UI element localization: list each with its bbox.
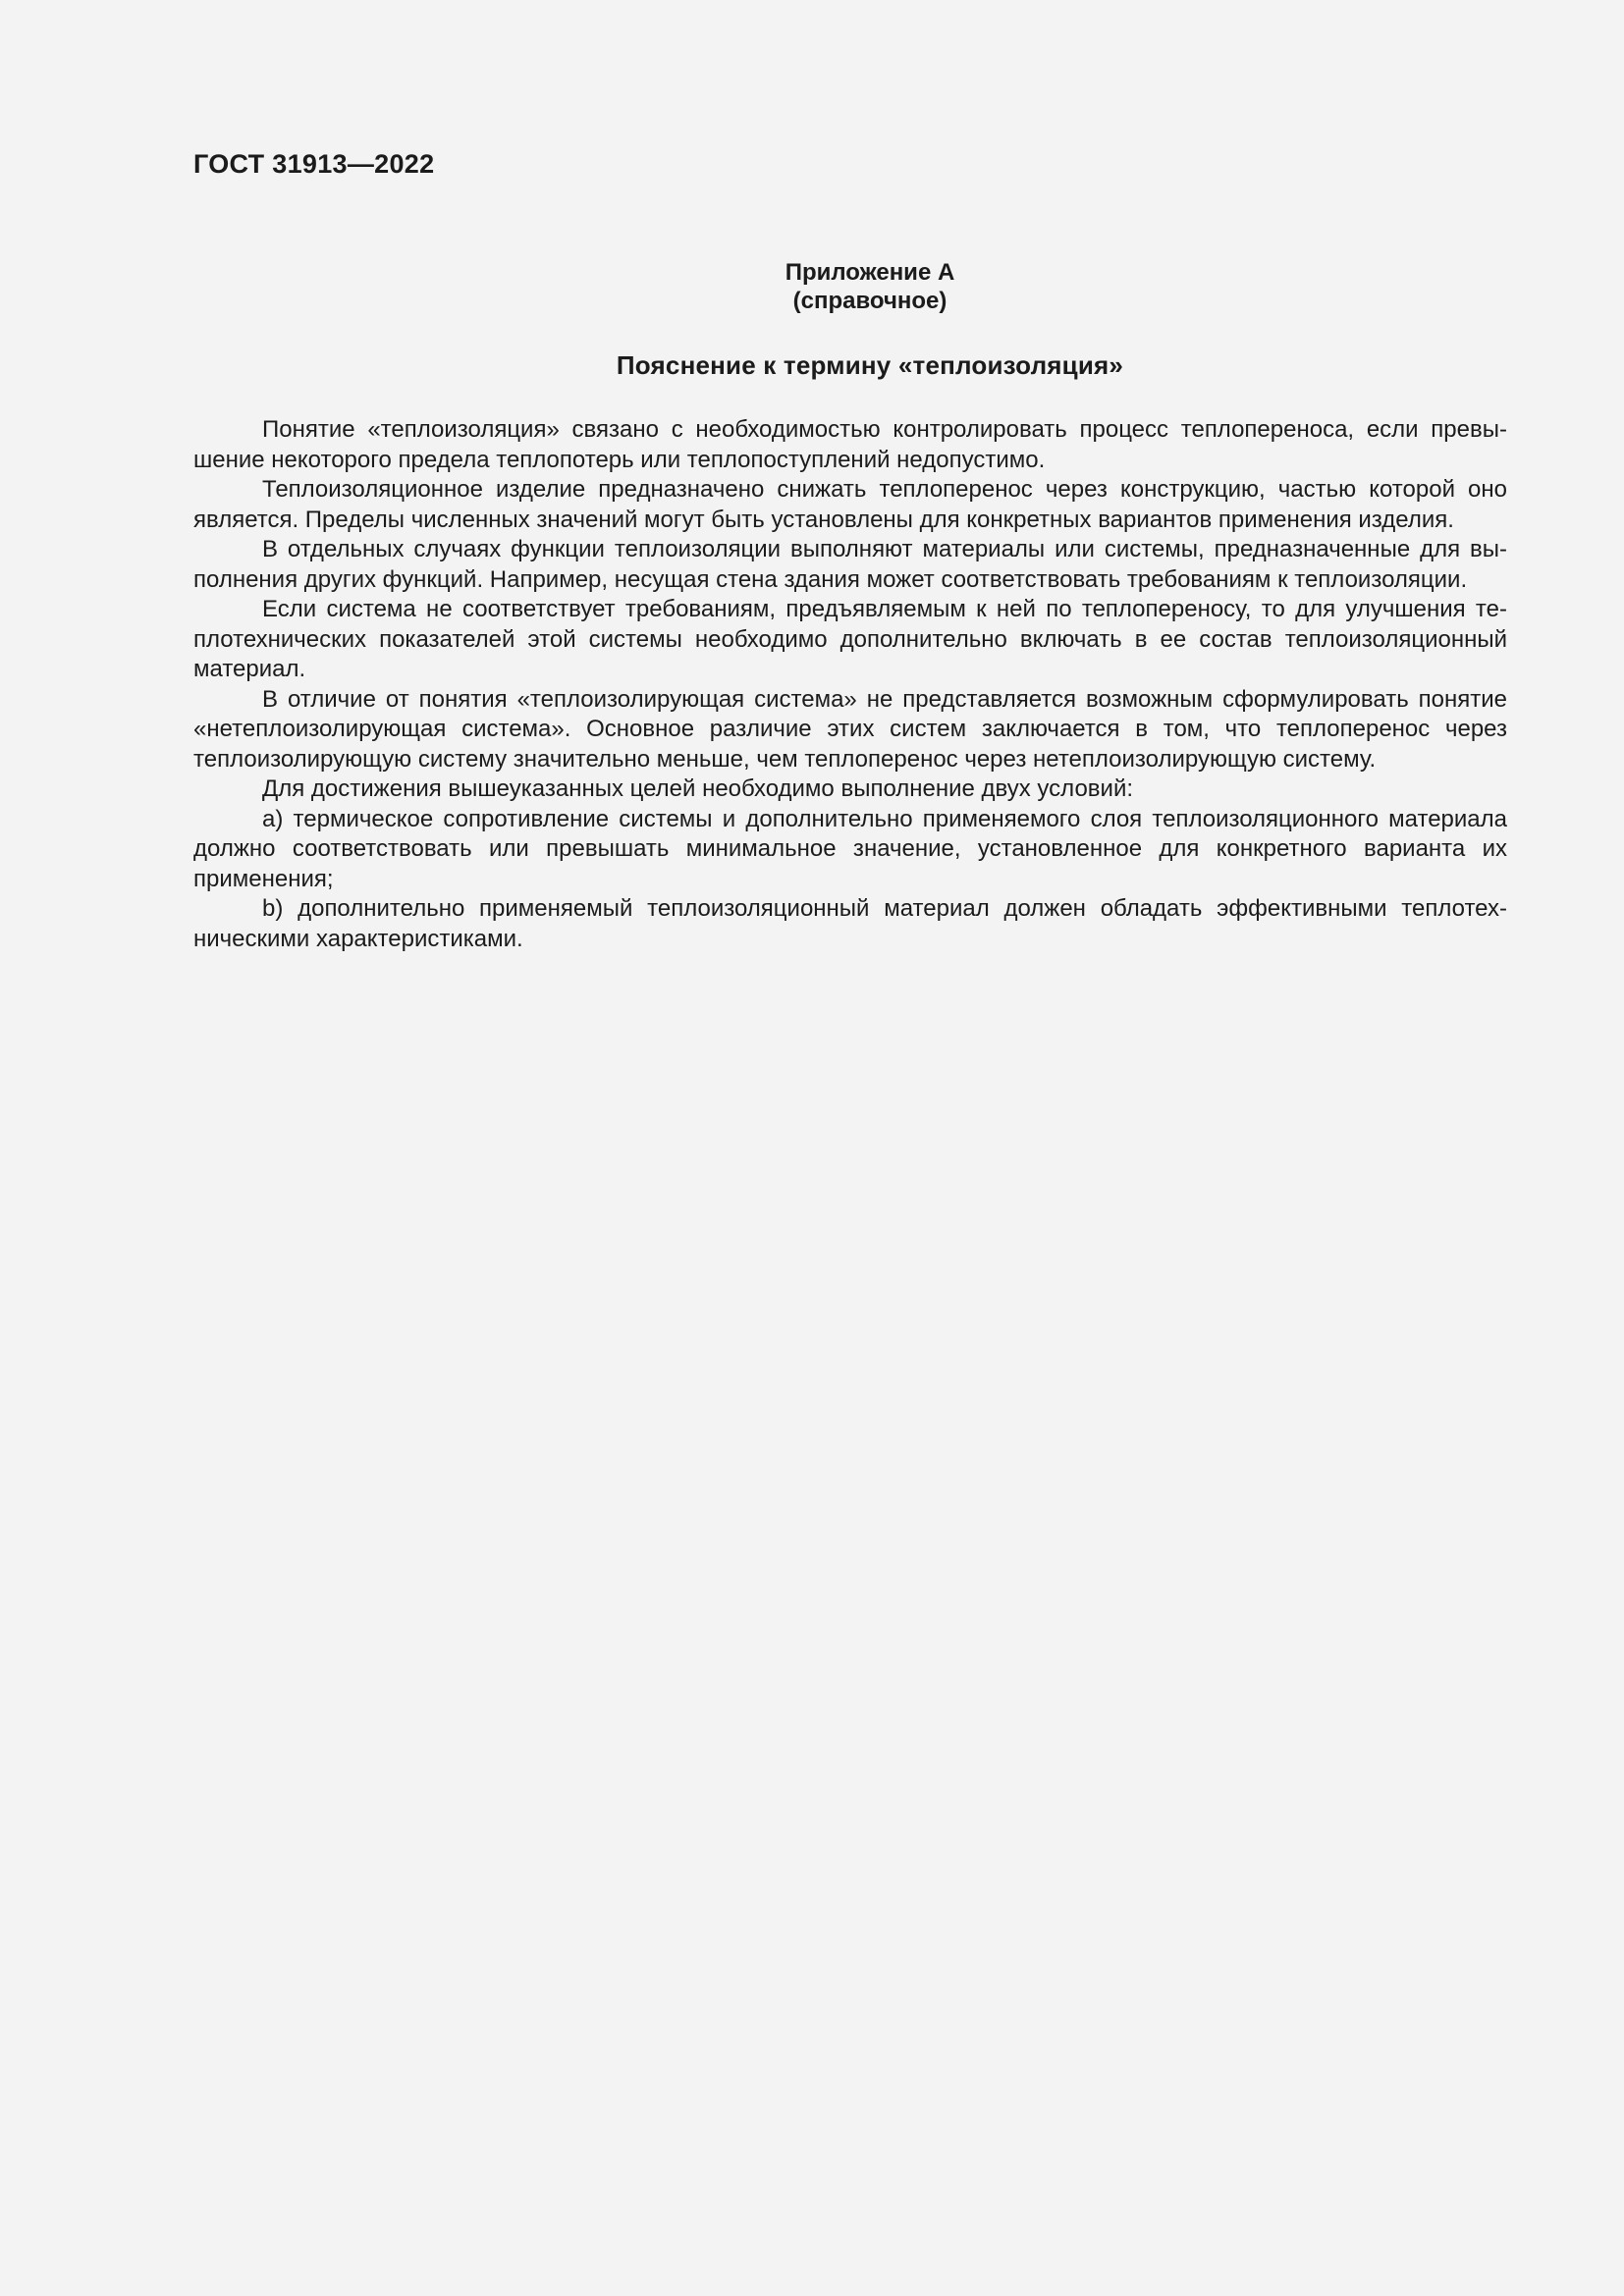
paragraph: Для достижения вышеуказанных целей необходимо выполнение двух условий: <box>262 775 1134 802</box>
body-text <box>193 415 1507 954</box>
document-page <box>193 147 1507 954</box>
section-title: Пояснение к термину «теплоизоляция» <box>616 350 1124 380</box>
list-item-a: а) термическое сопротивление системы и дополнительно применяемого слоя теплоизоляционного материала должно соответствовать или превышать минимальное значение, установленное для конкретного варианта их применения; <box>193 805 1507 892</box>
appendix-label: Приложение А <box>785 259 955 286</box>
appendix-type: (справочное) <box>792 288 947 314</box>
list-item-b: b) дополнительно применяемый теплоизоляционный материал должен обладать эффективными теплотехническими характеристиками. <box>193 895 1507 952</box>
paragraph: Теплоизоляционное изделие предназначено снижать теплоперенос через конструкцию, частью которой оно является. Пределы численных значений могут быть установлены для конкретных вариантов применения изделия. <box>193 476 1507 533</box>
appendix-heading <box>193 258 1507 315</box>
paragraph: Понятие «теплоизоляция» связано с необходимостью контролировать процесс теплопереноса, если превышение некоторого предела теплопотерь или теплопоступлений недопустимо. <box>193 416 1507 473</box>
paragraph: В отличие от понятия «теплоизолирующая система» не представляется возможным сформулировать понятие «нетеплоизолирующая система». Основное различие этих систем заключается в том, что теплоперенос через теплоизолирующую систему значительно меньше, чем теплоперенос через нетеплоизолирующую систему. <box>193 685 1507 773</box>
paragraph: Если система не соответствует требованиям, предъявляемым к ней по теплопереносу, то для улучшения теплотехнических показателей этой системы необходимо дополнительно включать в ее состав теплоизоляционный материал. <box>193 596 1507 682</box>
document-header: ГОСТ 31913—2022 <box>193 149 435 179</box>
paragraph: В отдельных случаях функции теплоизоляции выполняют материалы или системы, предназначенные для выполнения других функций. Например, несущая стена здания может соответствовать требованиям к теплоизоляции. <box>193 536 1507 593</box>
